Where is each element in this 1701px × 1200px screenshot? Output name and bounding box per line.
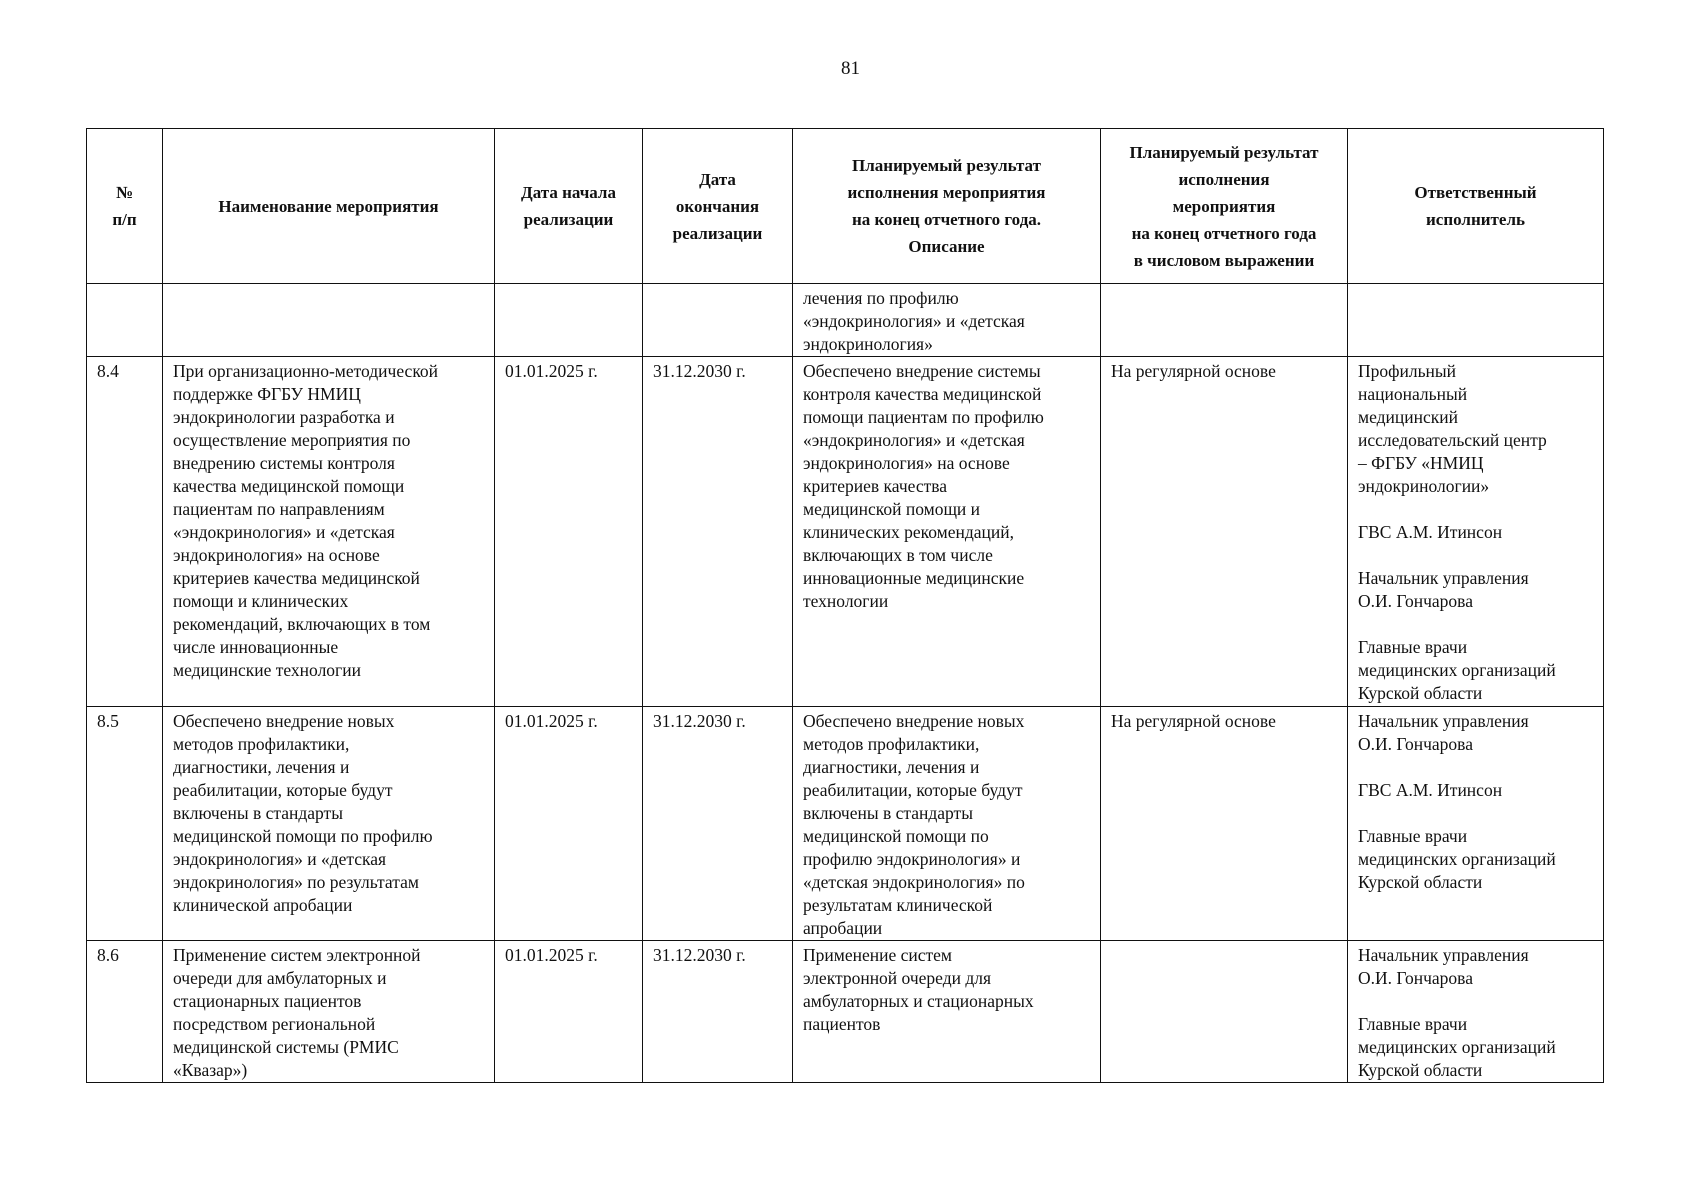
cell-number: 8.4 — [87, 357, 163, 707]
cell-start-date: 01.01.2025 г. — [495, 707, 643, 941]
cell-activity-name: При организационно-методической поддержке ФГБУ НМИЦ эндокринологии разработка и осуществление мероприятия по внедрению системы контроля качества медицинской помощи пациентам по направлениям «эндокринология» и «детская эндокринология» на основе критериев качества медицинской помощи и клинических рекомендаций, включающих в том числе инновационные медицинские технологии — [163, 357, 495, 707]
table-row — [87, 284, 1604, 357]
cell-result-numeric: На регулярной основе — [1101, 707, 1348, 941]
cell-number: 8.6 — [87, 941, 163, 1083]
cell-result-numeric — [1101, 941, 1348, 1083]
cell-number: 8.5 — [87, 707, 163, 941]
table-row — [87, 707, 1604, 941]
cell-end-date — [643, 284, 793, 357]
cell-end-date: 31.12.2030 г. — [643, 707, 793, 941]
cell-start-date — [495, 284, 643, 357]
cell-result-description: лечения по профилю «эндокринология» и «детская эндокринология» — [793, 284, 1101, 357]
cell-end-date: 31.12.2030 г. — [643, 941, 793, 1083]
header-number: № п/п — [87, 129, 163, 284]
cell-responsible: Профильный национальный медицинский исследовательский центр – ФГБУ «НМИЦ эндокринологии» ГВС А.М. Итинсон Начальник управления О.И. Гончарова Главные врачи медицинских организаций Курской области — [1348, 357, 1604, 707]
cell-result-description: Обеспечено внедрение системы контроля качества медицинской помощи пациентам по профилю «эндокринология» и «детская эндокринология» на основе критериев качества медицинской помощи и клинических рекомендаций, включающих в том числе инновационные медицинские технологии — [793, 357, 1101, 707]
table-header-row — [87, 129, 1604, 284]
cell-result-numeric — [1101, 284, 1348, 357]
cell-start-date: 01.01.2025 г. — [495, 941, 643, 1083]
activities-table — [86, 128, 1604, 1083]
header-result-numeric: Планируемый результат исполнения мероприятия на конец отчетного года в числовом выражении — [1101, 129, 1348, 284]
cell-activity-name: Применение систем электронной очереди для амбулаторных и стационарных пациентов посредством региональной медицинской системы (РМИС «Квазар») — [163, 941, 495, 1083]
cell-number — [87, 284, 163, 357]
page-number: 81 — [841, 58, 860, 79]
cell-activity-name — [163, 284, 495, 357]
header-responsible: Ответственный исполнитель — [1348, 129, 1604, 284]
table-row — [87, 357, 1604, 707]
header-result-description: Планируемый результат исполнения мероприятия на конец отчетного года. Описание — [793, 129, 1101, 284]
cell-result-numeric: На регулярной основе — [1101, 357, 1348, 707]
cell-responsible: Начальник управления О.И. Гончарова Главные врачи медицинских организаций Курской области — [1348, 941, 1604, 1083]
header-activity-name: Наименование мероприятия — [163, 129, 495, 284]
cell-start-date: 01.01.2025 г. — [495, 357, 643, 707]
cell-activity-name: Обеспечено внедрение новых методов профилактики, диагностики, лечения и реабилитации, которые будут включены в стандарты медицинской помощи по профилю эндокринология» и «детская эндокринология» по результатам клинической апробации — [163, 707, 495, 941]
cell-responsible: Начальник управления О.И. Гончарова ГВС А.М. Итинсон Главные врачи медицинских организаций Курской области — [1348, 707, 1604, 941]
table-row — [87, 941, 1604, 1083]
cell-end-date: 31.12.2030 г. — [643, 357, 793, 707]
cell-result-description: Обеспечено внедрение новых методов профилактики, диагностики, лечения и реабилитации, которые будут включены в стандарты медицинской помощи по профилю эндокринология» и «детская эндокринология» по результатам клинической апробации — [793, 707, 1101, 941]
header-end-date: Дата окончания реализации — [643, 129, 793, 284]
header-start-date: Дата начала реализации — [495, 129, 643, 284]
cell-responsible — [1348, 284, 1604, 357]
cell-result-description: Применение систем электронной очереди для амбулаторных и стационарных пациентов — [793, 941, 1101, 1083]
